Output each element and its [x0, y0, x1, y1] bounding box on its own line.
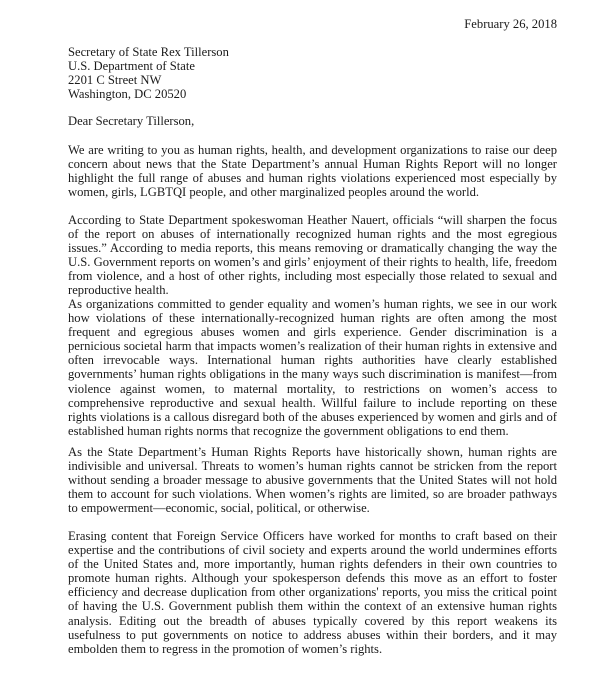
- salutation: Dear Secretary Tillerson,: [68, 114, 195, 128]
- recipient-organization: U.S. Department of State: [68, 59, 195, 74]
- recipient-street: 2201 C Street NW: [68, 73, 162, 88]
- recipient-city: Washington, DC 20520: [68, 87, 187, 102]
- recipient-name: Secretary of State Rex Tillerson: [68, 45, 229, 59]
- recipient-address: [68, 45, 229, 101]
- paragraph-erasing-content: Erasing content that Foreign Service Officers have worked for months to craft based on their expertise and the contributions of civil society and experts around the world undermines efforts of the United States and, more importantly, human rights defenders in their own countries to promote human rights. Although your spokesperson defends this move as an effort to foster efficiency and decrease duplication from other organizations' reports, you miss the critical point of having the U.S. Government publish them within the context of an extensive human rights analysis. Editing out the breadth of abuses typically covered by this report weakens its usefulness to put governments on notice to address abuses within their borders, and it may embolden them to regress in the promotion of women’s rights.: [68, 529, 557, 656]
- paragraph-concern: We are writing to you as human rights, health, and development organizations to raise our deep concern about news that the State Department’s annual Human Rights Report will no longer highlight the full range of abuses and human rights violations experienced most especially by women, girls, LGBTQI people, and other marginalized peoples around the world.: [68, 143, 557, 200]
- letter-date: February 26, 2018: [464, 17, 557, 31]
- paragraph-indivisible-rights: As the State Department’s Human Rights Reports have historically shown, human rights are indivisible and universal. Threats to women’s human rights cannot be stricken from the report without sending a broader message to abusive governments that the United States will not hold them to account for such violations. When women’s rights are limited, so are broader pathways to empowerment—economic, social, political, or otherwise.: [68, 445, 557, 516]
- paragraph-gender-equality: As organizations committed to gender equality and women’s human rights, we see in our work how violations of these internationally-recognized human rights are often among the most frequent and egregious abuses women and girls experience. Gender discrimination is a pernicious societal harm that impacts women’s realization of their human rights in extensive and often irrevocable ways. International human rights authorities have clearly established governments’ human rights obligations in the many ways such discrimination is manifest—from violence against women, to maternal mortality, to restrictions on women’s access to comprehensive reproductive and sexual health. Willful failure to include reporting on these rights violations is a callous disregard both of the abuses experienced by women and girls and of established human rights norms that recognize the government obligations to end them.: [68, 297, 557, 438]
- paragraph-spokeswoman-quote: According to State Department spokeswoman Heather Nauert, officials “will sharpen the focus of the report on abuses of internationally recognized human rights and the most egregious issues.” According to media reports, this means removing or dramatically changing the way the U.S. Government reports on women’s and girls’ enjoyment of their rights to health, life, freedom from violence, and a host of other rights, including most especially those related to sexual and reproductive health.: [68, 213, 557, 298]
